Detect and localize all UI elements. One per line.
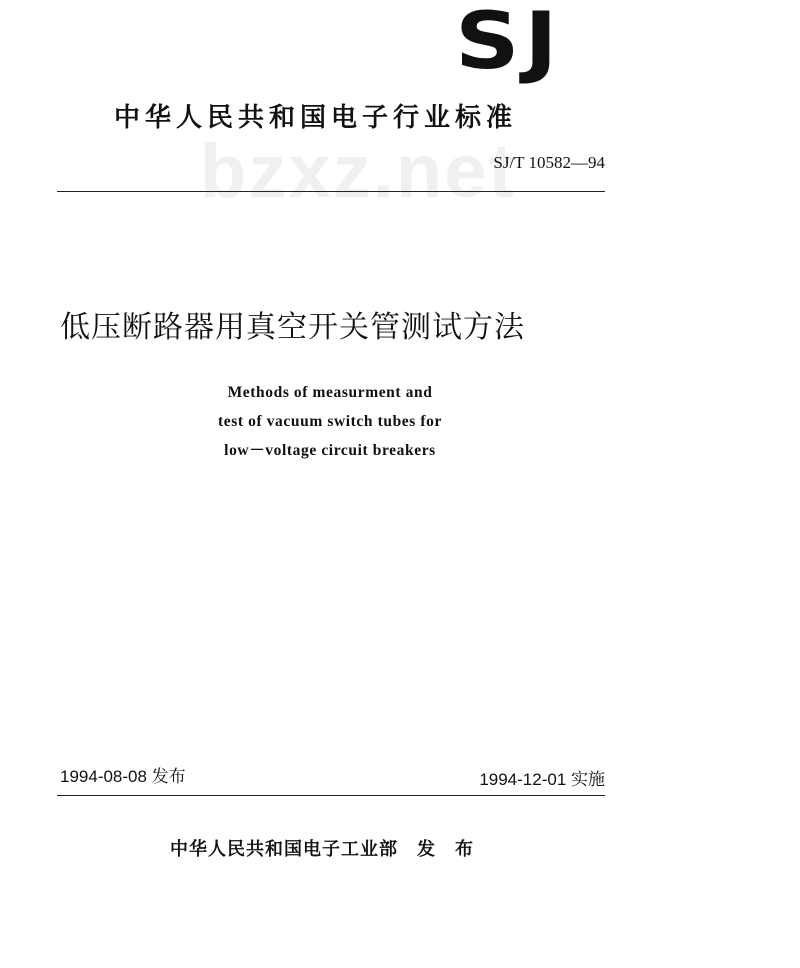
issue-date: 1994-08-08 发布 xyxy=(60,767,186,786)
sj-logo: SJ xyxy=(455,0,563,87)
title-en-line: test of vacuum switch tubes for xyxy=(218,413,442,430)
standard-number: SJ/T 10582—94 xyxy=(493,153,605,172)
issuer: 中华人民共和国电子工业部 发 布 xyxy=(170,839,474,860)
title-en-line: Methods of measurment and xyxy=(227,384,433,401)
top-divider xyxy=(57,191,605,192)
watermark: bzxz.net xyxy=(200,129,516,214)
document-title-en xyxy=(150,378,510,465)
implementation-date: 1994-12-01 实施 xyxy=(479,770,605,789)
bottom-divider xyxy=(57,795,605,796)
document-title-cn: 低压断路器用真空开关管测试方法 xyxy=(60,310,525,345)
org-title: 中华人民共和国电子行业标准 xyxy=(114,103,518,133)
title-en-line: low－voltage circuit breakers xyxy=(224,442,436,459)
